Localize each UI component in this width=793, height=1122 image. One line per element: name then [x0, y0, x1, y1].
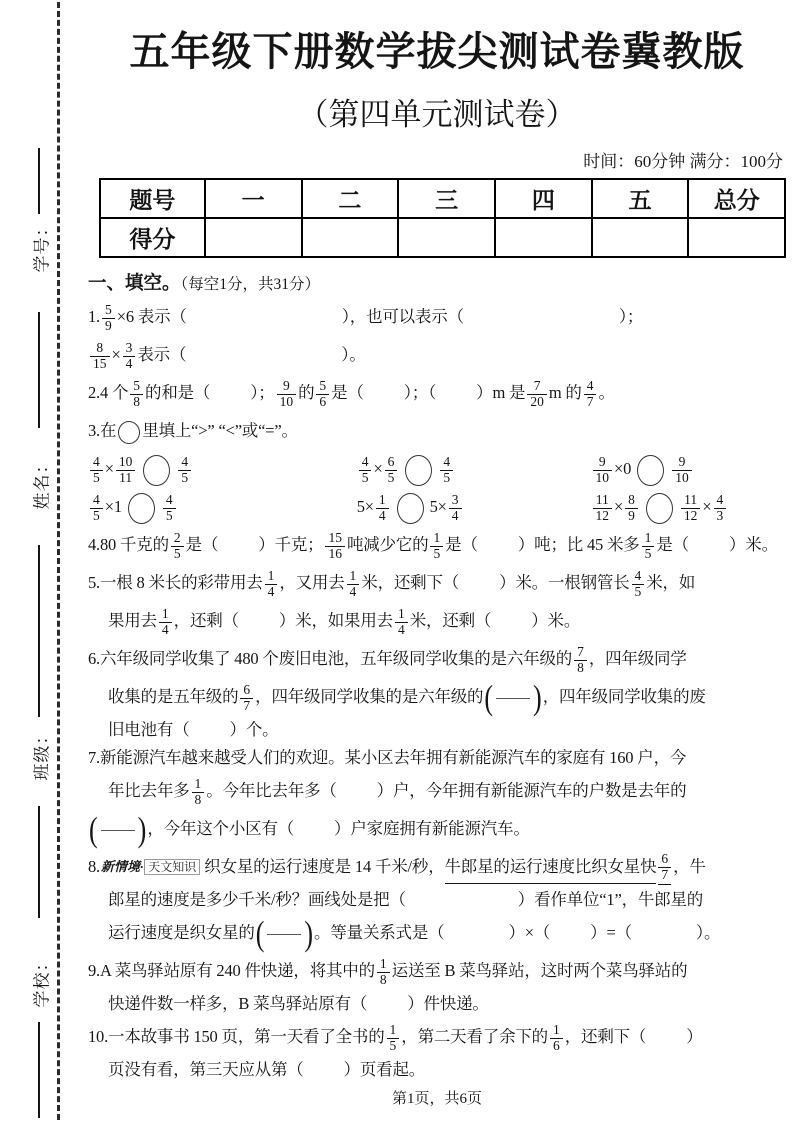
fraction-denominator: 5 [642, 546, 655, 562]
fraction-numerator: 1 [552, 1021, 560, 1037]
question-text: ）米。 [531, 611, 581, 630]
blank-line [101, 830, 135, 831]
question-text: 吨减少它的 [346, 535, 429, 554]
write-in-line [38, 1022, 40, 1118]
fraction [171, 531, 184, 562]
fraction-denominator: 10 [277, 394, 297, 410]
question-text: ）；（ [403, 383, 437, 402]
score-value-cell [495, 218, 592, 257]
fraction [277, 379, 297, 410]
question-text: ）户，今年拥有新能源汽车的户数是去年的 [376, 781, 687, 800]
student-id-label: 学号： [32, 218, 52, 273]
question-text: ）米，如果用去 [278, 611, 393, 630]
question-text: ，牛 [673, 857, 706, 876]
fraction [116, 455, 136, 486]
fraction-denominator: 4 [159, 622, 172, 638]
question-text: 表示（ [137, 345, 187, 364]
badge-topic: 天文知识 [144, 859, 200, 875]
question-text: m 的 [548, 383, 582, 402]
question-text: 米，还剩（ [409, 611, 492, 630]
question-line [88, 810, 786, 848]
fraction-answer-blank [255, 914, 314, 954]
write-in-line [38, 545, 40, 717]
fraction [681, 493, 701, 524]
fraction-denominator: 10 [593, 470, 613, 486]
right-paren: ) [137, 810, 147, 850]
blank-line [267, 934, 301, 935]
comparison-circle-blank [128, 493, 155, 524]
fraction-denominator: 3 [714, 508, 727, 524]
questions-container [88, 298, 786, 1084]
page-number: 第1页，共6页 [391, 1091, 482, 1107]
fraction-numerator: 2 [173, 529, 181, 545]
fraction-numerator: 3 [125, 339, 133, 355]
paper-title: 五年级下册数学拔尖测试卷冀教版 [129, 29, 745, 74]
column-header-cell: 三 [398, 179, 495, 218]
question-7 [88, 744, 786, 848]
question-text: ）m 是 [476, 383, 526, 402]
question-line [88, 744, 786, 772]
question-text: 8. [88, 857, 100, 876]
fraction-numerator: 1 [397, 605, 405, 621]
section-title: 一、填空。 [88, 274, 181, 294]
fraction-numerator: 4 [634, 567, 642, 583]
right-paren: ) [304, 914, 314, 954]
question-text: ）=（ [590, 923, 632, 942]
fraction [642, 531, 655, 562]
fraction [440, 455, 453, 486]
question-line [88, 716, 786, 744]
row-label-cell: 题号 [100, 179, 205, 218]
fraction [574, 645, 587, 676]
fraction [449, 493, 462, 524]
fraction-numerator: 1 [379, 955, 387, 971]
question-text: 7.新能源汽车越来越受人们的欢迎。某小区去年拥有新能源汽车的家庭有 160 户，今 [88, 748, 687, 767]
question-text: ）。 [695, 923, 721, 942]
question-line [88, 1018, 786, 1056]
question-text: 页没有看，第三天应从第（ [108, 1060, 304, 1079]
question-text: 。今年比去年多（ [206, 781, 337, 800]
student-name-label: 姓名： [32, 455, 52, 510]
question-text: ）户家庭拥有新能源汽车。 [334, 819, 530, 838]
column-header-cell: 总分 [688, 179, 785, 218]
school-label: 学校： [32, 953, 52, 1008]
fraction-denominator: 4 [347, 584, 360, 600]
fraction-denominator: 8 [130, 394, 143, 410]
fraction [192, 777, 205, 808]
row-label-cell: 得分 [100, 218, 205, 257]
fraction-numerator: 15 [328, 529, 342, 545]
fraction [265, 569, 278, 600]
score-value-cell [302, 218, 399, 257]
fraction-numerator: 1 [644, 529, 652, 545]
fraction-numerator: 4 [361, 453, 369, 469]
question-text: ）； [618, 307, 644, 326]
question-text: ） [686, 1027, 703, 1046]
fraction [90, 493, 103, 524]
fraction [376, 493, 389, 524]
question-line [88, 640, 786, 678]
fraction-numerator: 4 [181, 453, 189, 469]
column-header-cell: 二 [302, 179, 399, 218]
column-header-cell: 四 [495, 179, 592, 218]
question-text: 年比去年多 [108, 781, 190, 800]
question-text: 里填上“>” “<”或“=”。 [142, 421, 298, 440]
comparison-circle-blank [397, 493, 424, 524]
fraction-numerator: 5 [319, 377, 327, 393]
fraction-denominator: 5 [430, 546, 443, 562]
question-text: 牛郎星的运行速度比织女星快 [445, 857, 657, 884]
question-text: 6.六年级同学收集了 480 个废旧电池，五年级同学收集的是六年级的 [88, 649, 573, 668]
question-text: 4.80 千克的 [88, 535, 169, 554]
question-text: ）。 [341, 345, 366, 364]
question-text: 郎星的速度是多少千米/秒？画线处是把（ [108, 890, 406, 909]
question-text: 。 [598, 383, 615, 402]
fraction-denominator: 5 [163, 508, 176, 524]
fraction [584, 379, 597, 410]
fraction-denominator: 12 [593, 508, 613, 524]
fraction-denominator: 12 [681, 508, 701, 524]
question-text: × [111, 345, 121, 364]
question-text: ）； [250, 383, 275, 402]
question-line [88, 526, 786, 564]
question-line [88, 488, 786, 526]
write-in-line [38, 312, 40, 428]
fraction-denominator: 9 [102, 318, 115, 334]
fraction-denominator: 7 [240, 698, 253, 714]
fraction-numerator: 8 [628, 491, 635, 507]
fraction [395, 607, 408, 638]
question-text: 运送至 B 菜鸟驿站，这时两个菜鸟驿站的 [391, 961, 688, 980]
comparison-expression [357, 488, 591, 526]
fraction-denominator: 15 [90, 356, 110, 372]
fraction-numerator: 4 [586, 377, 594, 393]
fraction [178, 455, 191, 486]
question-text: 的和是（ [145, 383, 211, 402]
comparison-expression [591, 450, 786, 488]
comparison-expression [357, 450, 591, 488]
question-line [88, 1056, 786, 1084]
question-line [88, 412, 786, 450]
fraction [159, 607, 172, 638]
question-5 [88, 564, 786, 640]
question-line [88, 772, 786, 810]
question-text: ）件快递。 [407, 994, 489, 1013]
left-paren: ( [89, 810, 98, 850]
question-line [88, 602, 786, 640]
question-text: ，还剩（ [173, 611, 239, 630]
question-text: 果用去 [108, 611, 157, 630]
question-text: ×0 [614, 459, 632, 478]
score-value-cell [205, 218, 302, 257]
fraction [658, 852, 671, 885]
question-8 [88, 848, 786, 952]
seal-dashed-line [57, 2, 60, 1120]
question-text: 米，还剩下（ [361, 573, 460, 592]
fraction [90, 455, 103, 486]
fraction [130, 379, 143, 410]
question-text: 是（ [331, 383, 364, 402]
fraction-numerator: 1 [389, 1021, 397, 1037]
fraction-numerator: 1 [378, 491, 386, 507]
question-text: 米，如 [646, 573, 696, 592]
question-line [88, 374, 786, 412]
question-text: ）千克； [258, 535, 324, 554]
fraction [385, 455, 398, 486]
time-and-score-info: 时间：60分钟 满分：100分 [583, 152, 783, 171]
fraction-denominator: 7 [658, 867, 671, 883]
question-text: 9.A 菜鸟驿站原有 240 件快递，将其中的 [88, 961, 375, 980]
score-value-cell [398, 218, 495, 257]
fraction-denominator: 10 [672, 470, 692, 486]
question-text: × [702, 497, 712, 516]
question-text: ）看作单位“1”，牛郎星的 [517, 890, 704, 909]
fraction-denominator: 8 [192, 792, 205, 808]
fraction-numerator: 9 [678, 453, 686, 469]
fraction-numerator: 6 [661, 850, 669, 866]
fraction [387, 1023, 400, 1054]
question-1 [88, 298, 786, 374]
fraction [714, 493, 727, 524]
fraction [593, 455, 613, 486]
score-value-cell [688, 218, 785, 257]
context-badge [101, 848, 200, 886]
question-line [88, 914, 786, 952]
score-table [99, 178, 786, 258]
comparison-circle-blank [646, 493, 673, 524]
fraction [240, 683, 253, 714]
student-info-margin [0, 0, 86, 1122]
fraction-denominator: 7 [584, 394, 597, 410]
question-text: 5× [429, 497, 447, 516]
question-text: 3.在 [88, 421, 117, 440]
fraction-numerator: 9 [598, 453, 606, 469]
question-text: ）个。 [229, 720, 279, 739]
question-text: 收集的是五年级的 [108, 687, 239, 706]
question-line [88, 298, 786, 336]
question-text: 是（ [185, 535, 219, 554]
fraction [625, 493, 638, 524]
question-line [88, 336, 786, 374]
fraction-denominator: 4 [376, 508, 389, 524]
fraction-numerator: 4 [443, 453, 451, 469]
column-header-cell: 五 [592, 179, 689, 218]
question-text: ，四年级同学收集的废 [542, 687, 706, 706]
fraction-answer-blank [89, 810, 147, 850]
question-line [88, 952, 786, 990]
left-paren: ( [255, 914, 265, 954]
question-text: × [104, 459, 114, 478]
question-text: 1. [88, 307, 100, 326]
fraction [672, 455, 692, 486]
fraction-numerator: 4 [93, 491, 100, 507]
fraction [377, 957, 390, 988]
question-text: 是（ [445, 535, 478, 554]
fraction-numerator: 6 [387, 453, 395, 469]
question-9 [88, 952, 786, 1018]
fraction-denominator: 6 [550, 1038, 563, 1054]
fraction-denominator: 16 [325, 546, 345, 562]
fraction-denominator: 8 [574, 660, 587, 676]
fraction-denominator: 5 [385, 470, 398, 486]
fraction [593, 493, 613, 524]
question-line [88, 564, 786, 602]
question-6 [88, 640, 786, 744]
fraction-denominator: 5 [387, 1038, 400, 1054]
fraction-denominator: 4 [265, 584, 278, 600]
fraction-numerator: 1 [433, 529, 441, 545]
question-text: ×1 [104, 497, 122, 516]
fraction-numerator: 5 [133, 377, 141, 393]
fraction [123, 341, 136, 372]
fraction-denominator: 5 [178, 470, 191, 486]
question-line [88, 450, 786, 488]
section-note: （每空1分，共31分） [180, 276, 321, 293]
fraction-denominator: 5 [171, 546, 184, 562]
right-paren: ) [533, 678, 542, 718]
question-text: ）吨；比 45 米多 [517, 535, 640, 554]
question-text: 。等量关系式是（ [314, 923, 445, 942]
column-header-cell: 一 [205, 179, 302, 218]
fraction-denominator: 5 [359, 470, 372, 486]
fraction-denominator: 9 [625, 508, 638, 524]
fraction-denominator: 5 [632, 584, 645, 600]
comparison-circle-blank [118, 421, 140, 444]
question-text: 2.4 个 [88, 383, 129, 402]
question-text: ）×（ [508, 923, 551, 942]
fraction-numerator: 9 [282, 377, 290, 393]
comparison-expression [88, 450, 357, 488]
fraction-numerator: 1 [194, 775, 202, 791]
fraction [359, 455, 372, 486]
section-heading [88, 270, 786, 296]
header-row [100, 179, 785, 218]
fraction [325, 531, 345, 562]
fraction-denominator: 5 [440, 470, 453, 486]
question-line [88, 886, 786, 914]
left-paren: ( [484, 678, 494, 718]
fraction-numerator: 6 [243, 681, 251, 697]
fraction [347, 569, 360, 600]
question-text: 快递件数一样多，B 菜鸟驿站原有（ [108, 994, 368, 1013]
class-label: 班级： [32, 726, 52, 781]
fraction-numerator: 4 [93, 453, 100, 469]
fraction [632, 569, 645, 600]
paper-subtitle: （第四单元测试卷） [297, 97, 577, 132]
fraction-denominator: 6 [316, 394, 329, 410]
fraction [90, 341, 110, 372]
write-in-line [38, 806, 40, 918]
badge-prefix: 新情境· [100, 859, 144, 874]
question-text: ）米。 [728, 535, 778, 554]
question-text: ），也可以表示（ [341, 307, 464, 326]
question-text: 织女星的运行速度是 14 千米/秒， [204, 857, 445, 876]
question-line [88, 848, 786, 886]
question-text: 是（ [656, 535, 689, 554]
question-text: 10.一本故事书 150 页，第一天看了全书的 [88, 1027, 385, 1046]
fraction [316, 379, 329, 410]
question-4 [88, 526, 786, 564]
question-line [88, 678, 786, 716]
fraction [102, 303, 115, 334]
question-text: ×6 表示（ [116, 307, 187, 326]
question-text: ，四年级同学收集的是六年级的 [255, 687, 484, 706]
fraction-numerator: 1 [267, 567, 275, 583]
question-text: × [614, 497, 624, 516]
fraction-numerator: 11 [684, 491, 698, 507]
fraction-numerator: 5 [104, 301, 112, 317]
fraction-denominator: 11 [116, 470, 136, 486]
question-text: 运行速度是织女星的 [108, 923, 255, 942]
fraction-numerator: 1 [349, 567, 357, 583]
fraction [430, 531, 443, 562]
fraction-numerator: 4 [716, 491, 724, 507]
question-line [88, 990, 786, 1018]
fraction-numerator: 11 [595, 491, 609, 507]
fraction-denominator: 8 [377, 972, 390, 988]
question-text: × [373, 459, 383, 478]
question-text: ）米。一根钢管长 [499, 573, 630, 592]
question-text: ，第二天看了余下的 [401, 1027, 548, 1046]
comparison-expression [88, 488, 357, 526]
fraction-denominator: 4 [123, 356, 136, 372]
score-value-cell [592, 218, 689, 257]
fraction-numerator: 1 [161, 605, 169, 621]
question-text: 5.一根 8 米长的彩带用去 [88, 573, 263, 592]
fraction [163, 493, 176, 524]
question-text: ，今年这个小区有（ [147, 819, 295, 838]
comparison-expression [591, 488, 786, 526]
question-text: 5× [356, 497, 374, 516]
fraction-answer-blank [484, 678, 542, 718]
fraction [550, 1023, 563, 1054]
comparison-circle-blank [405, 455, 432, 486]
question-2 [88, 374, 786, 412]
fraction-denominator: 5 [90, 470, 103, 486]
question-3 [88, 412, 786, 526]
fraction-denominator: 20 [527, 394, 547, 410]
comparison-circle-blank [637, 455, 664, 486]
fraction-denominator: 4 [449, 508, 462, 524]
paper-content [88, 0, 786, 1084]
question-text: ）页看起。 [343, 1060, 426, 1079]
fraction-denominator: 4 [395, 622, 408, 638]
fraction-numerator: 10 [118, 453, 133, 469]
comparison-circle-blank [143, 455, 170, 486]
question-text: ，又用去 [279, 573, 345, 592]
question-text: ，四年级同学 [588, 649, 687, 668]
fraction-numerator: 7 [533, 377, 541, 393]
question-10 [88, 1018, 786, 1084]
score-row [100, 218, 785, 257]
question-text: ，还剩下（ [564, 1027, 647, 1046]
fraction-numerator: 7 [577, 643, 584, 659]
fraction-denominator: 5 [90, 508, 103, 524]
question-text: 旧电池有（ [108, 720, 190, 739]
fraction [527, 379, 547, 410]
fraction-numerator: 8 [96, 339, 104, 355]
fraction-numerator: 3 [451, 491, 459, 507]
fraction-numerator: 4 [165, 491, 173, 507]
question-text: 的 [298, 383, 315, 402]
blank-line [496, 698, 530, 699]
